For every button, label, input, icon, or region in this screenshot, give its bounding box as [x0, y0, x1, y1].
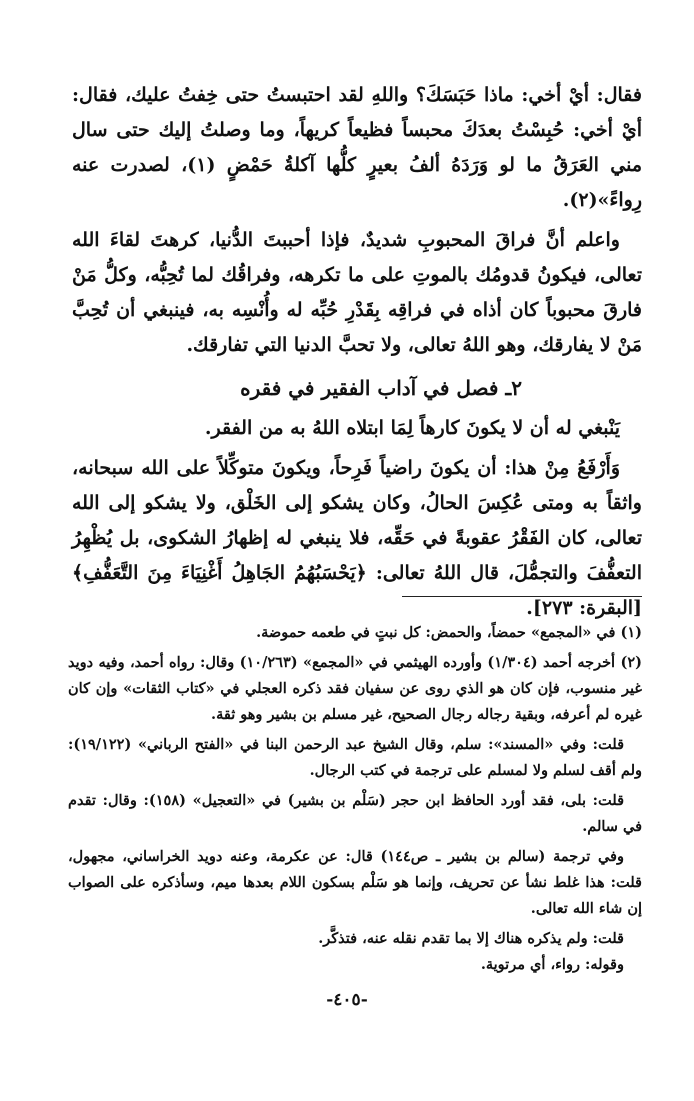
section-paragraph-1: يَنْبغي له أن لا يكونَ كارهاً لِمَا ابتلاه اللهُ به من الفقر.	[204, 417, 620, 439]
section-paragraph-2: وَأَرْفَعُ مِنْ هذا: أن يكونَ راضياً فَرِحاً، ويكونَ متوكِّلاً على الله سبحانه، واثقاً به ومتى عُكِسَ الحالُ، وكان يشكو إلى الخَلْق، ولا يشكو إلى الله تعالى، كان الفَقْرُ عقوبةً في حَقِّه، فلا ينبغي له إظهارُ الشكوى، بل يُظْهِرُ التعفُّفَ والتجمُّلَ، قال اللهُ تعالى: ﴿يَحْسَبُهُمُ الجَاهِلُ أَغْنِيَاءَ مِنَ التَّعَفُّفِ﴾ [البقرة: ٢٧٣].	[72, 457, 642, 619]
footnote-note-3: وفي ترجمة (سالم بن بشير ـ ص١٤٤) قال: عن عكرمة، وعنه دويد الخراساني، مجهول، قلت: هذا غلط نشأ عن تحريف، وإنما هو سَلْم بسكون اللام بعدها ميم، وسأذكره على الصواب إن شاء الله تعالى.	[68, 848, 642, 917]
footnote-2: (٢) أخرجه أحمد (١/٣٠٤) وأورده الهيثمي في «المجمع» (١٠/٢٦٣) وقال: رواه أحمد، وفيه دويد غير منسوب، فإن كان هو الذي روى عن سفيان فقد ذكره العجلي في «كتاب الثقات» وإن كان غيره لم أعرفه، وبقية رجاله رجال الصحيح، غير مسلم بن بشير وهو ثقة.	[68, 654, 642, 723]
footnote-note-1: قلت: وفي «المسند»: سلم، وقال الشيخ عبد الرحمن البنا في «الفتح الرباني» (١٩/١٢٢): ولم أقف لسلم ولا لمسلم على ترجمة في كتب الرجال.	[68, 736, 642, 779]
footnote-note-5: وقوله: رواء، أي مرتوية.	[480, 956, 624, 973]
footnote-note-4: قلت: ولم يذكره هناك إلا بما تقدم نقله عنه، فتذكَّر.	[318, 930, 624, 947]
footnote-divider	[402, 596, 642, 597]
footnotes	[68, 620, 642, 982]
body-paragraph-1: فقال: أيْ أخي: ماذا حَبَسَكَ؟ واللهِ لقد احتبستُ حتى خِفتُ عليك، فقال: أيْ أخي: حُبِسْتُ بعدَكَ محبساً فظيعاً كريهاً، وما وصلتُ إليك حتى سال مني العَرَقُ ما لو وَرَدَهُ ألفُ بعيرٍ كلُّها آكلةُ حَمْضٍ (١)، لصدرت عنه رِواءً»(٢).	[72, 84, 642, 211]
footnote-note-2: قلت: بلى، فقد أورد الحافظ ابن حجر (سَلْم بن بشير) في «التعجيل» (١٥٨): وقال: تقدم في سالم.	[68, 792, 642, 835]
footnote-1: (١) في «المجمع» حمضاً، والحمض: كل نبتٍ في طعمه حموضة.	[256, 624, 642, 641]
body-paragraph-2: واعلم أنَّ فراقَ المحبوبِ شديدٌ، فإذا أحببتَ الدُّنيا، كرهتَ لقاءَ الله تعالى، فيكونُ قدومُك بالموتِ على ما تكرهه، وفراقُك لما تُحِبُّه، وكلُّ مَنْ فارقَ محبوباً كان أذاه في فراقِه بِقَدْرِ حُبِّه له وأُنْسِه به، فينبغي أن تُحِبَّ مَنْ لا يفارقك، وهو اللهُ تعالى، ولا تحبَّ الدنيا التي تفارقك.	[72, 229, 642, 356]
main-text	[72, 78, 642, 631]
section-heading: ٢ـ فصل في آداب الفقير في فقره	[240, 376, 522, 400]
page-number: -٤٠٥-	[326, 990, 368, 1010]
